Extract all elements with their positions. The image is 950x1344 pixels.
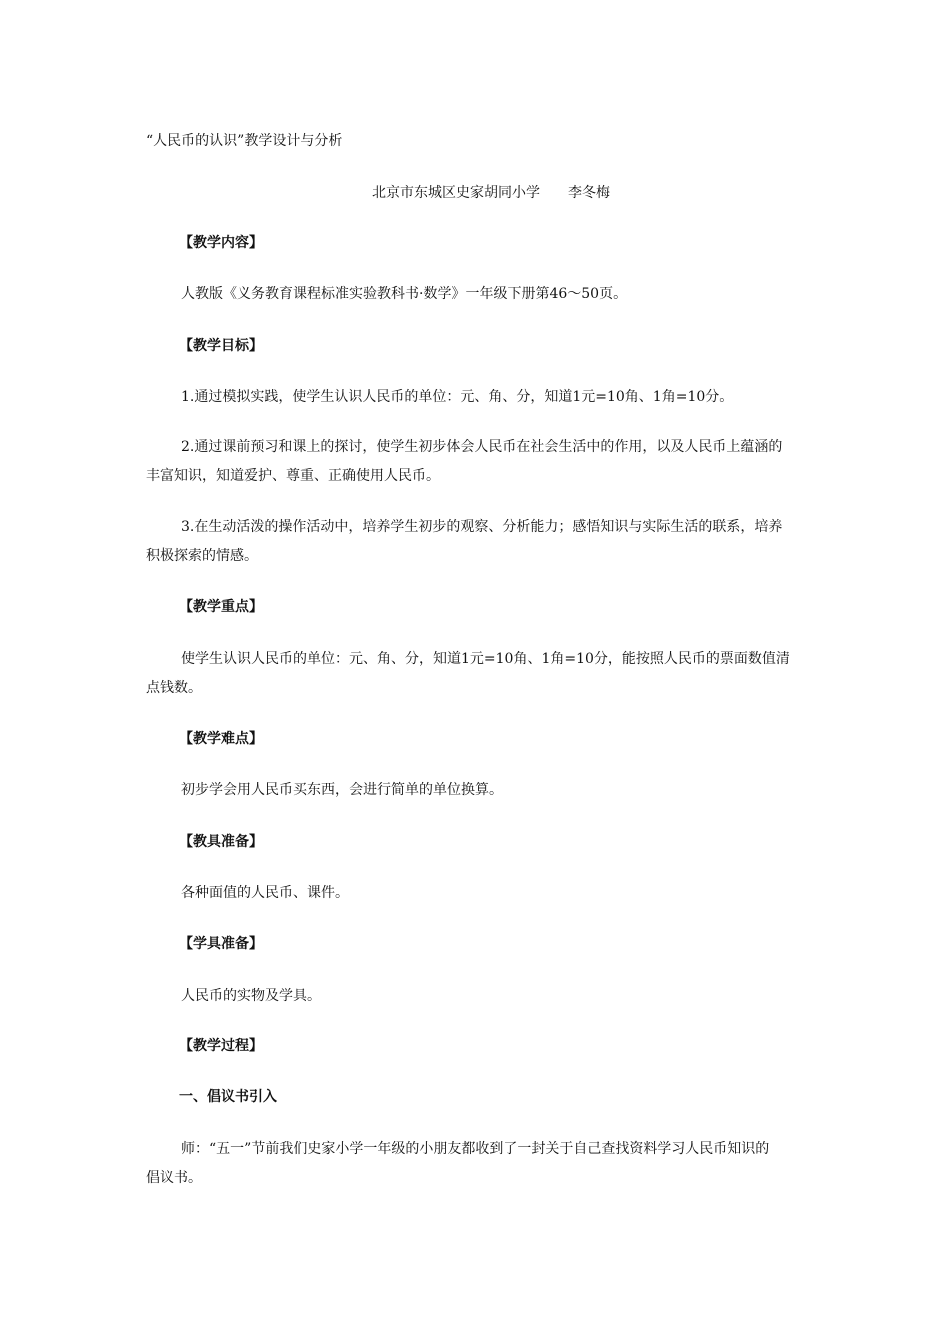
paragraph-key-points-line-2: 点钱数。 [146,680,202,696]
paragraph-goal-3-line-2: 积极探索的情感。 [146,548,258,564]
heading-difficulties: 【教学难点】 [179,731,263,747]
paragraph-difficulties: 初步学会用人民币买东西，会进行简单的单位换算。 [181,782,503,798]
paragraph-teaching-content: 人教版《义务教育课程标准实验教科书·数学》一年级下册第46～50页。 [181,286,628,302]
author-name: 李冬梅 [568,185,610,201]
heading-teaching-process: 【教学过程】 [179,1038,263,1054]
school-name: 北京市东城区史家胡同小学 [372,185,540,201]
paragraph-step-1-line-1: 师：“五一”节前我们史家小学一年级的小朋友都收到了一封关于自己查找资料学习人民币知识的 [181,1141,770,1157]
heading-teacher-tools: 【教具准备】 [179,834,263,850]
paragraph-student-tools: 人民币的实物及学具。 [181,988,321,1004]
paragraph-goal-1: 1.通过模拟实践，使学生认识人民币的单位：元、角、分，知道1元=10角、1角=10分。 [181,389,734,405]
byline [372,183,610,203]
heading-key-points: 【教学重点】 [179,599,263,615]
paragraph-goal-2-line-2: 丰富知识，知道爱护、尊重、正确使用人民币。 [146,468,440,484]
heading-student-tools: 【学具准备】 [179,936,263,952]
paragraph-step-1-line-2: 倡议书。 [146,1170,202,1186]
paragraph-goal-2-line-1: 2.通过课前预习和课上的探讨，使学生初步体会人民币在社会生活中的作用，以及人民币上蕴涵的 [181,439,783,455]
heading-teaching-content: 【教学内容】 [179,235,263,251]
paragraph-teacher-tools: 各种面值的人民币、课件。 [181,885,349,901]
heading-step-1: 一、倡议书引入 [179,1089,277,1105]
paragraph-key-points-line-1: 使学生认识人民币的单位：元、角、分，知道1元=10角、1角=10分，能按照人民币的票面数值清 [181,651,790,667]
heading-teaching-goals: 【教学目标】 [179,338,263,354]
paragraph-goal-3-line-1: 3.在生动活泼的操作活动中，培养学生初步的观察、分析能力；感悟知识与实际生活的联系，培养 [181,519,783,535]
document-title: “人民币的认识”教学设计与分析 [146,133,343,149]
